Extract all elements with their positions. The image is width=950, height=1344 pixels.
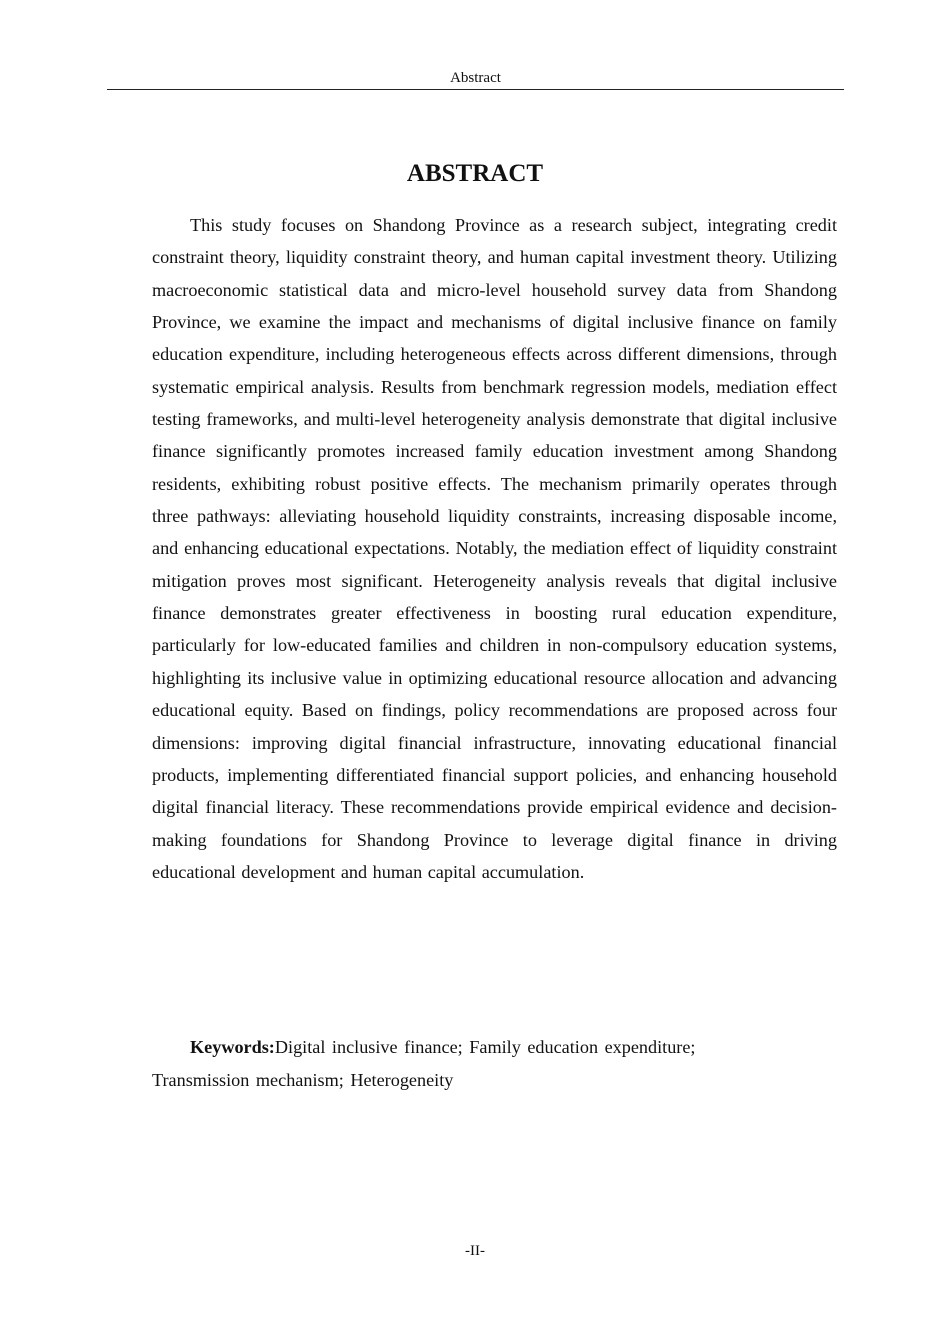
page-title: ABSTRACT <box>406 160 544 187</box>
page-number: -II- <box>465 1243 485 1259</box>
running-header: Abstract <box>450 70 501 86</box>
keywords-label: Keywords: <box>190 1037 275 1057</box>
abstract-body: This study focuses on Shandong Province as a research subject, integrating credit constraint theory, liquidity constraint theory, and human capital investment theory. Utilizing macroeconomic statistical data and micro-level household survey data from Shandong Province, we examine the impact and mechanisms of digital inclusive finance on family education expenditure, including heterogeneous effects across different dimensions, through systematic empirical analysis. Results from benchmark regression models, mediation effect testing frameworks, and multi-level heterogeneity analysis demonstrate that digital inclusive finance significantly promotes increased family education investment among Shandong residents, exhibiting robust positive effects. The mechanism primarily operates through three pathways: alleviating household liquidity constraints, increasing disposable income, and enhancing educational expectations. Notably, the mediation effect of liquidity constraint mitigation proves most significant. Heterogeneity analysis reveals that digital inclusive finance demonstrates greater effectiveness in boosting rural education expenditure, particularly for low-educated families and children in non-compulsory education systems, highlighting its inclusive value in optimizing educational resource allocation and advancing educational equity. Based on findings, policy recommendations are proposed across four dimensions: improving digital financial infrastructure, innovating educational financial products, implementing differentiated financial support policies, and enhancing household digital financial literacy. These recommendations provide empirical evidence and decision-making foundations for Shandong Province to leverage digital finance in driving educational development and human capital accumulation. <box>152 215 837 882</box>
header-rule <box>107 89 844 90</box>
keywords-paragraph <box>152 1031 752 1096</box>
keywords-text: Digital inclusive finance; Family education expenditure; Transmission mechanism; Heterogeneity <box>152 1037 696 1090</box>
